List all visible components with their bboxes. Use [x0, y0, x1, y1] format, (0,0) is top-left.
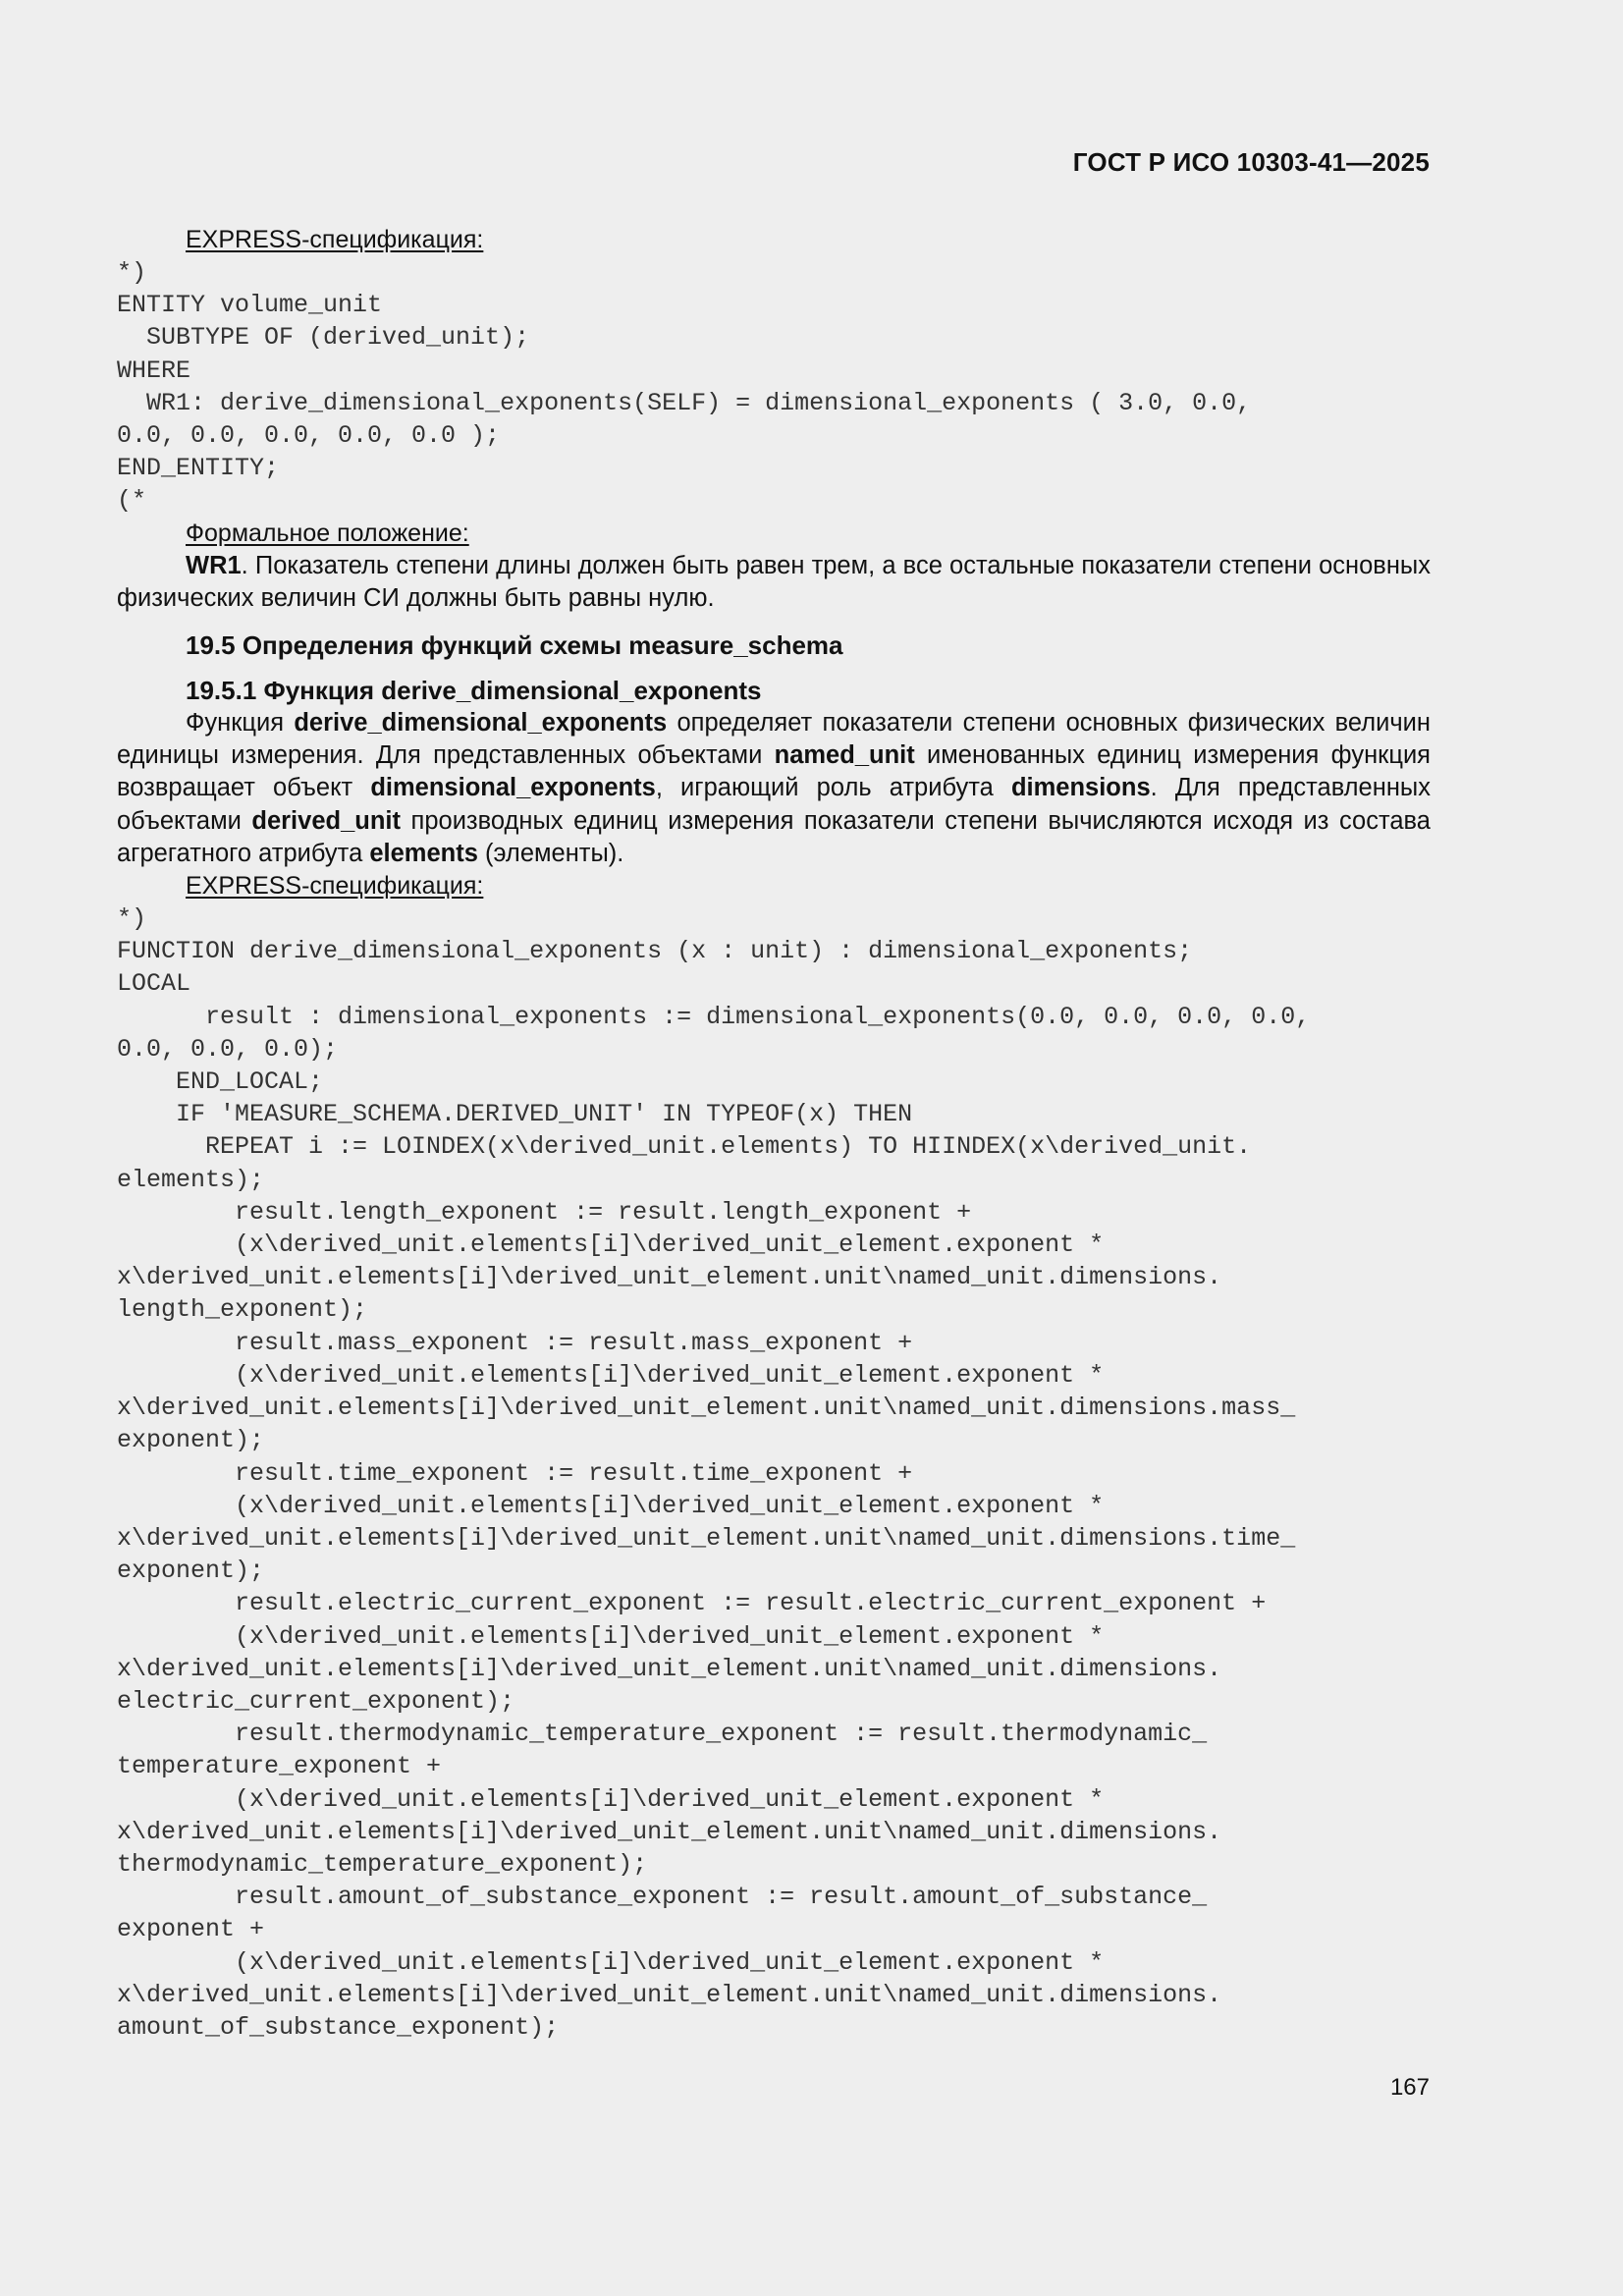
page-number: 167 [1389, 2074, 1430, 2101]
document-header: ГОСТ Р ИСО 10303-41—2025 [1072, 147, 1430, 177]
wr1-paragraph [117, 550, 1431, 615]
express-spec-label: EXPRESS-спецификация: [186, 226, 484, 253]
section-heading-19-5: 19.5 Определения функций схемы measure_schema [186, 630, 843, 661]
desc-text-5: . Для представленных объектами [117, 774, 1431, 835]
desc-bold-6: elements [369, 839, 478, 867]
page-content [117, 224, 1431, 2044]
desc-bold-4: dimensions [1010, 774, 1151, 802]
formal-statement-label: Формальное положение: [186, 519, 469, 547]
desc-bold-3: dimensional_exponents [370, 774, 656, 802]
desc-text-3: именованных единиц измерения функция возвращает объект [117, 741, 1431, 802]
wr1-label: WR1 [186, 551, 242, 579]
desc-text-1: Функция [186, 709, 295, 738]
section-heading-19-5-1: 19.5.1 Функция derive_dimensional_exponents [186, 676, 762, 706]
desc-text-6: производных единиц измерения показатели степени вычисляются исходя из состава агрегатного атрибута [117, 806, 1431, 867]
desc-bold-5: derived_unit [251, 806, 401, 835]
desc-text-2: определяет показатели степени основных физических величин единицы измерения. Для представленных объектами [117, 709, 1431, 770]
code-block-volume-unit: *) ENTITY volume_unit SUBTYPE OF (derived_unit); WHERE WR1: derive_dimensional_exponents(SELF) = dimensional_exponents ( 3.0, 0.0, 0.0, 0.0, 0.0, 0.0, 0.0 ); END_ENTITY; (* [117, 258, 1252, 516]
function-description-paragraph [117, 707, 1431, 870]
desc-bold-2: named_unit [774, 741, 915, 770]
express-spec-label-2: EXPRESS-спецификация: [186, 872, 484, 901]
desc-text-4: , играющий роль атрибута [655, 774, 1011, 802]
desc-text-7: (элементы). [477, 839, 624, 867]
desc-bold-1: derive_dimensional_exponents [294, 709, 668, 738]
code-block-derive-function: *) FUNCTION derive_dimensional_exponents (x : unit) : dimensional_exponents; LOCAL result : dimensional_exponents := dimensional_exponents(0.0, 0.0, 0.0, 0.0, 0.0, 0.0, 0.0); END_LOCAL; IF 'MEASURE_SCHEMA.DERIVED_UNIT' IN TYPEOF(x) THEN REPEAT i := LOINDEX(x\derived_unit.elements) TO HIINDEX(x\derived_unit. elements); result.length_exponent := result.length_exponent + (x\derived_unit.elements[i]\derived_unit_element.exponent * x\derived_unit.elements[i]\derived_unit_element.unit\named_unit.dimensions. length_exponent); result.mass_exponent := result.mass_exponent + (x\derived_unit.elements[i]\derived_unit_element.exponent * x\derived_unit.elements[i]\derived_unit_element.unit\named_unit.dimensions.mass_ exponent); result.time_exponent := result.time_exponent + (x\derived_unit.elements[i]\derived_unit_element.exponent * x\derived_unit.elements[i]\derived_unit_element.unit\named_unit.dimensions.time_ exponent); result.electric_current_exponent := result.electric_current_exponent + (x\derived_unit.elements[i]\derived_unit_element.exponent * x\derived_unit.elements[i]\derived_unit_element.unit\named_unit.dimensions. electric_current_exponent); result.thermodynamic_temperature_exponent := result.thermodynamic_ temperature_exponent + (x\derived_unit.elements[i]\derived_unit_element.exponent * x\derived_unit.elements[i]\derived_unit_element.unit\named_unit.dimensions. thermodynamic_temperature_exponent); result.amount_of_substance_exponent := result.amount_of_substance_ exponent + (x\derived_unit.elements[i]\derived_unit_element.exponent * x\derived_unit.elements[i]\derived_unit_element.unit\named_unit.dimensions. amount_of_substance_exponent); [117, 904, 1311, 2042]
wr1-text: . Показатель степени длины должен быть равен трем, а все остальные показатели степени основных физических величин СИ должны быть равны нулю. [117, 551, 1431, 612]
